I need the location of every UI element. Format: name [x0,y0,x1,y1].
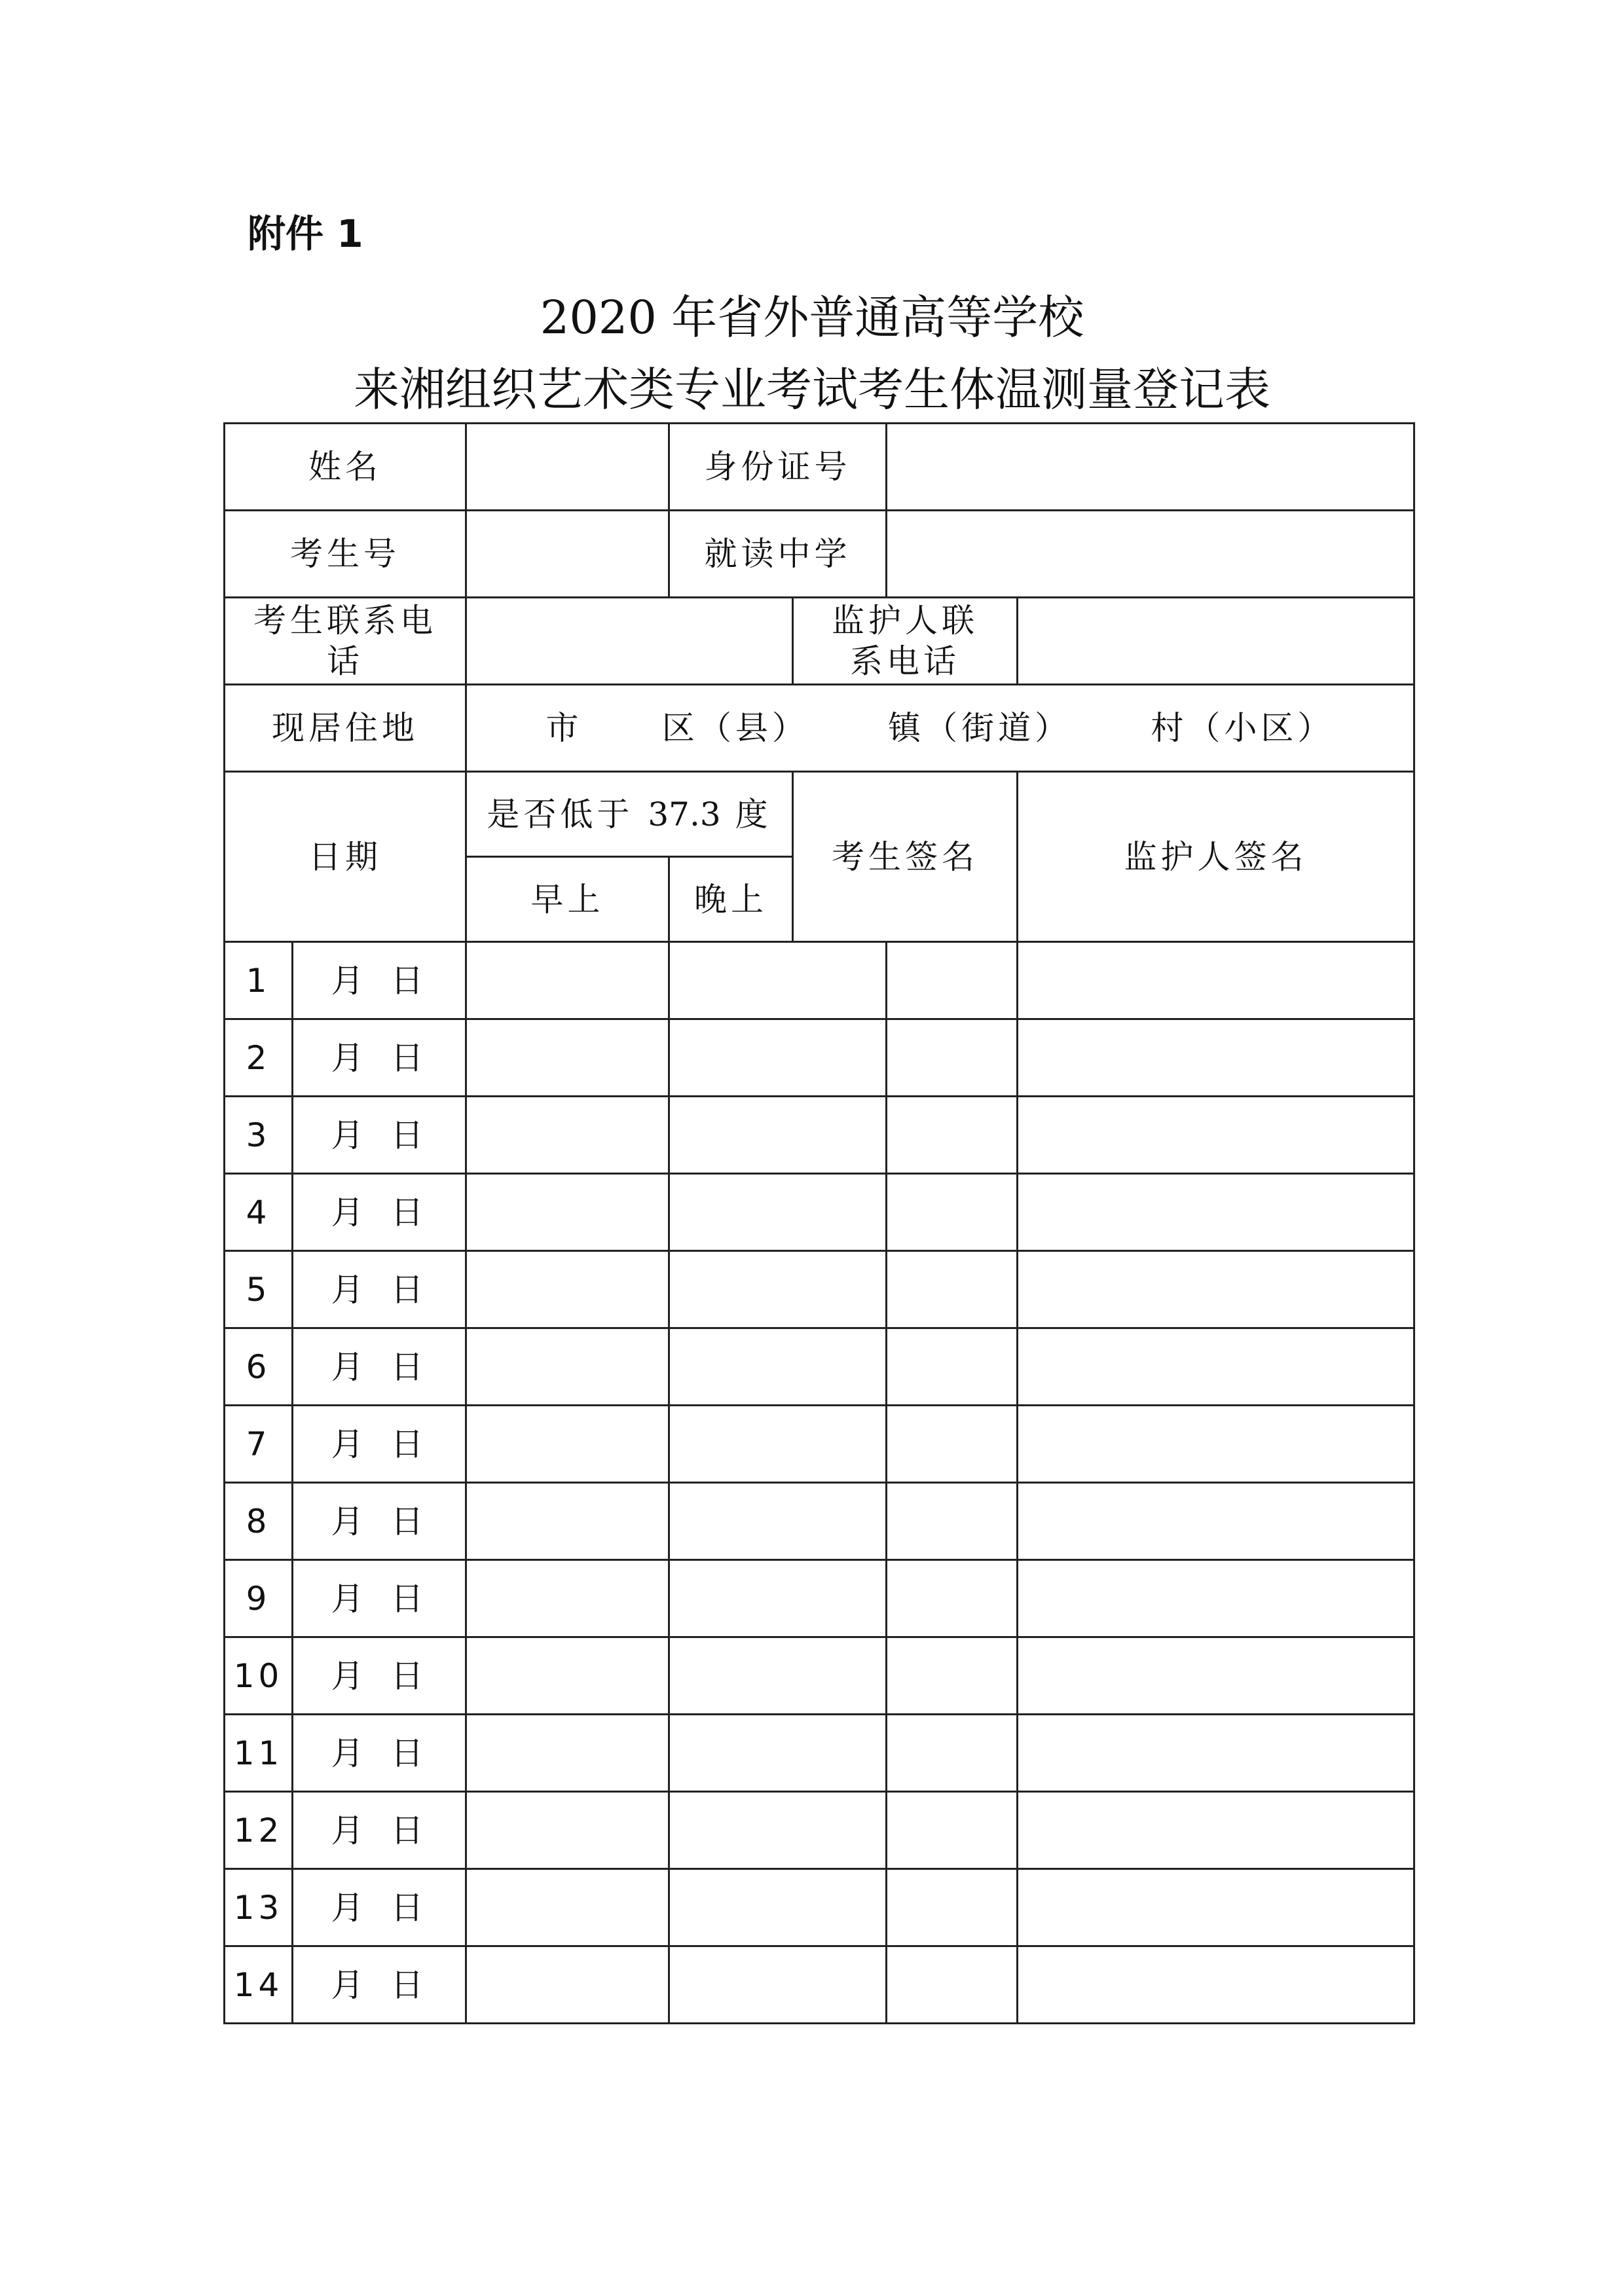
guardian-phone-input-cell[interactable] [1018,598,1414,685]
student-signature-cell[interactable] [887,1251,1018,1328]
evening-temp-cell[interactable] [669,1715,887,1792]
day-label: 日 [390,1811,428,1850]
below-temp-prefix: 是否低于 [487,795,634,833]
row-number: 12 [225,1792,293,1869]
evening-temp-cell[interactable] [669,1097,887,1174]
guardian-signature-cell[interactable] [1018,942,1414,1019]
evening-temp-cell[interactable] [669,1946,887,2024]
row-number: 13 [225,1869,293,1946]
row-number: 4 [225,1174,293,1251]
month-day-cell[interactable] [293,1946,466,2024]
student-signature-cell[interactable] [887,1174,1018,1251]
temperature-registration-table [223,422,1415,2024]
row-number: 10 [225,1637,293,1715]
guardian-signature-cell[interactable] [1018,1328,1414,1406]
day-row [225,1174,1414,1251]
exam-number-label: 考生号 [225,511,466,598]
guardian-signature-cell[interactable] [1018,1251,1414,1328]
month-label: 月 [331,1270,368,1309]
month-day-cell[interactable] [293,1328,466,1406]
month-label: 月 [331,1579,368,1618]
month-day-cell[interactable] [293,1406,466,1483]
address-parts [467,708,1413,748]
day-row [225,1019,1414,1097]
student-signature-cell[interactable] [887,1792,1018,1869]
morning-temp-cell[interactable] [466,1097,669,1174]
below-temp-suffix: 度 [735,795,772,833]
guardian-signature-cell[interactable] [1018,1560,1414,1637]
row-number: 5 [225,1251,293,1328]
student-phone-input-cell[interactable] [466,598,793,685]
student-signature-header: 考生签名 [793,772,1018,942]
morning-temp-cell[interactable] [466,1019,669,1097]
form-title-line1: 2020 年省外普通高等学校 [540,291,1084,344]
guardian-signature-cell[interactable] [1018,1406,1414,1483]
guardian-signature-cell[interactable] [1018,1097,1414,1174]
morning-temp-cell[interactable] [466,1792,669,1869]
name-label: 姓名 [225,424,466,511]
morning-temp-cell[interactable] [466,1869,669,1946]
month-label: 月 [331,1038,368,1077]
evening-temp-cell[interactable] [669,1792,887,1869]
day-label: 日 [390,961,428,1000]
month-day-cell[interactable] [293,1019,466,1097]
evening-temp-cell[interactable] [669,1406,887,1483]
row-number: 9 [225,1560,293,1637]
morning-temp-cell[interactable] [466,1328,669,1406]
school-input-cell[interactable] [887,511,1414,598]
guardian-signature-header: 监护人签名 [1018,772,1414,942]
day-row [225,1869,1414,1946]
month-day-cell[interactable] [293,1251,466,1328]
day-row [225,1792,1414,1869]
address-town: 镇（街道） [888,709,1072,747]
day-row [225,1946,1414,2024]
guardian-signature-cell[interactable] [1018,1174,1414,1251]
morning-temp-cell[interactable] [466,1483,669,1560]
day-row [225,1251,1414,1328]
guardian-signature-cell[interactable] [1018,1483,1414,1560]
guardian-signature-cell[interactable] [1018,1715,1414,1792]
student-signature-cell[interactable] [887,1328,1018,1406]
day-label: 日 [390,1734,428,1772]
evening-header: 晚上 [669,857,793,942]
row-number: 11 [225,1715,293,1792]
day-row [225,1715,1414,1792]
guardian-signature-cell[interactable] [1018,1869,1414,1946]
row-number: 7 [225,1406,293,1483]
student-signature-cell[interactable] [887,1946,1018,2024]
row-number: 3 [225,1097,293,1174]
student-signature-cell[interactable] [887,1715,1018,1792]
day-label: 日 [390,1656,428,1695]
below-temp-header [466,772,793,857]
evening-temp-cell[interactable] [669,1637,887,1715]
evening-temp-cell[interactable] [669,1560,887,1637]
day-row [225,1560,1414,1637]
evening-temp-cell[interactable] [669,1869,887,1946]
month-label: 月 [331,1888,368,1927]
guardian-signature-cell[interactable] [1018,1019,1414,1097]
morning-temp-cell[interactable] [466,942,669,1019]
row-number: 6 [225,1328,293,1406]
day-label: 日 [390,1502,428,1540]
address-city: 市 [545,709,583,747]
id-number-input-cell[interactable] [887,424,1414,511]
guardian-signature-cell[interactable] [1018,1792,1414,1869]
student-signature-cell[interactable] [887,1869,1018,1946]
day-label: 日 [390,1038,428,1077]
student-signature-cell[interactable] [887,1097,1018,1174]
phone-row [225,598,1414,685]
month-label: 月 [331,1425,368,1463]
month-day-cell[interactable] [293,1792,466,1869]
month-label: 月 [331,1502,368,1540]
exam-number-input-cell[interactable] [466,511,669,598]
evening-temp-cell[interactable] [669,1174,887,1251]
day-row [225,1097,1414,1174]
morning-temp-cell[interactable] [466,1406,669,1483]
day-label: 日 [390,1193,428,1231]
month-day-cell[interactable] [293,1174,466,1251]
month-day-cell[interactable] [293,1560,466,1637]
month-label: 月 [331,1347,368,1386]
evening-temp-cell[interactable] [669,1251,887,1328]
guardian-signature-cell[interactable] [1018,1637,1414,1715]
month-day-cell[interactable] [293,1715,466,1792]
attachment-label: 附件 1 [248,211,363,256]
evening-temp-cell[interactable] [669,1328,887,1406]
day-row [225,1637,1414,1715]
student-signature-cell[interactable] [887,1560,1018,1637]
residence-input-cell[interactable] [466,685,1414,772]
address-village: 村（小区） [1151,709,1335,747]
guardian-phone-label: 监护人联系电话 [793,598,1018,685]
day-row [225,1328,1414,1406]
morning-temp-cell[interactable] [466,1637,669,1715]
evening-temp-cell[interactable] [669,1483,887,1560]
month-day-cell[interactable] [293,1097,466,1174]
student-signature-cell[interactable] [887,1406,1018,1483]
day-label: 日 [390,1347,428,1386]
month-day-cell[interactable] [293,1869,466,1946]
month-label: 月 [331,961,368,1000]
date-header: 日期 [225,772,466,942]
evening-temp-cell[interactable] [669,1019,887,1097]
month-label: 月 [331,1116,368,1154]
day-label: 日 [390,1425,428,1463]
address-district: 区（县） [661,709,809,747]
below-temp-value: 37.3 [648,795,721,833]
month-label: 月 [331,1811,368,1850]
month-label: 月 [331,1193,368,1231]
student-signature-cell[interactable] [887,1019,1018,1097]
month-day-cell[interactable] [293,942,466,1019]
row-number: 2 [225,1019,293,1097]
school-label: 就读中学 [669,511,887,598]
day-label: 日 [390,1965,428,2004]
day-row [225,1483,1414,1560]
guardian-signature-cell[interactable] [1018,1946,1414,2024]
month-label: 月 [331,1656,368,1695]
evening-temp-cell[interactable] [669,942,887,1019]
day-label: 日 [390,1579,428,1618]
name-row [225,424,1414,511]
student-signature-cell[interactable] [887,942,1018,1019]
morning-temp-cell[interactable] [466,1946,669,2024]
day-label: 日 [390,1888,428,1927]
day-label: 日 [390,1116,428,1154]
student-phone-label: 考生联系电话 [225,598,466,685]
day-row [225,1406,1414,1483]
row-number: 14 [225,1946,293,2024]
residence-row [225,685,1414,772]
id-number-label: 身份证号 [669,424,887,511]
month-day-cell[interactable] [293,1637,466,1715]
row-number: 1 [225,942,293,1019]
student-signature-cell[interactable] [887,1637,1018,1715]
month-label: 月 [331,1734,368,1772]
morning-temp-cell[interactable] [466,1251,669,1328]
log-header-row-1 [225,772,1414,857]
residence-label: 现居住地 [225,685,466,772]
morning-temp-cell[interactable] [466,1174,669,1251]
morning-temp-cell[interactable] [466,1715,669,1792]
form-title-line2: 来湘组织艺术类专业考试考生体温测量登记表 [354,363,1270,416]
day-label: 日 [390,1270,428,1309]
exam-number-row [225,511,1414,598]
day-row [225,942,1414,1019]
name-input-cell[interactable] [466,424,669,511]
morning-temp-cell[interactable] [466,1560,669,1637]
month-day-cell[interactable] [293,1483,466,1560]
row-number: 8 [225,1483,293,1560]
month-label: 月 [331,1965,368,2004]
morning-header: 早上 [466,857,669,942]
student-signature-cell[interactable] [887,1483,1018,1560]
